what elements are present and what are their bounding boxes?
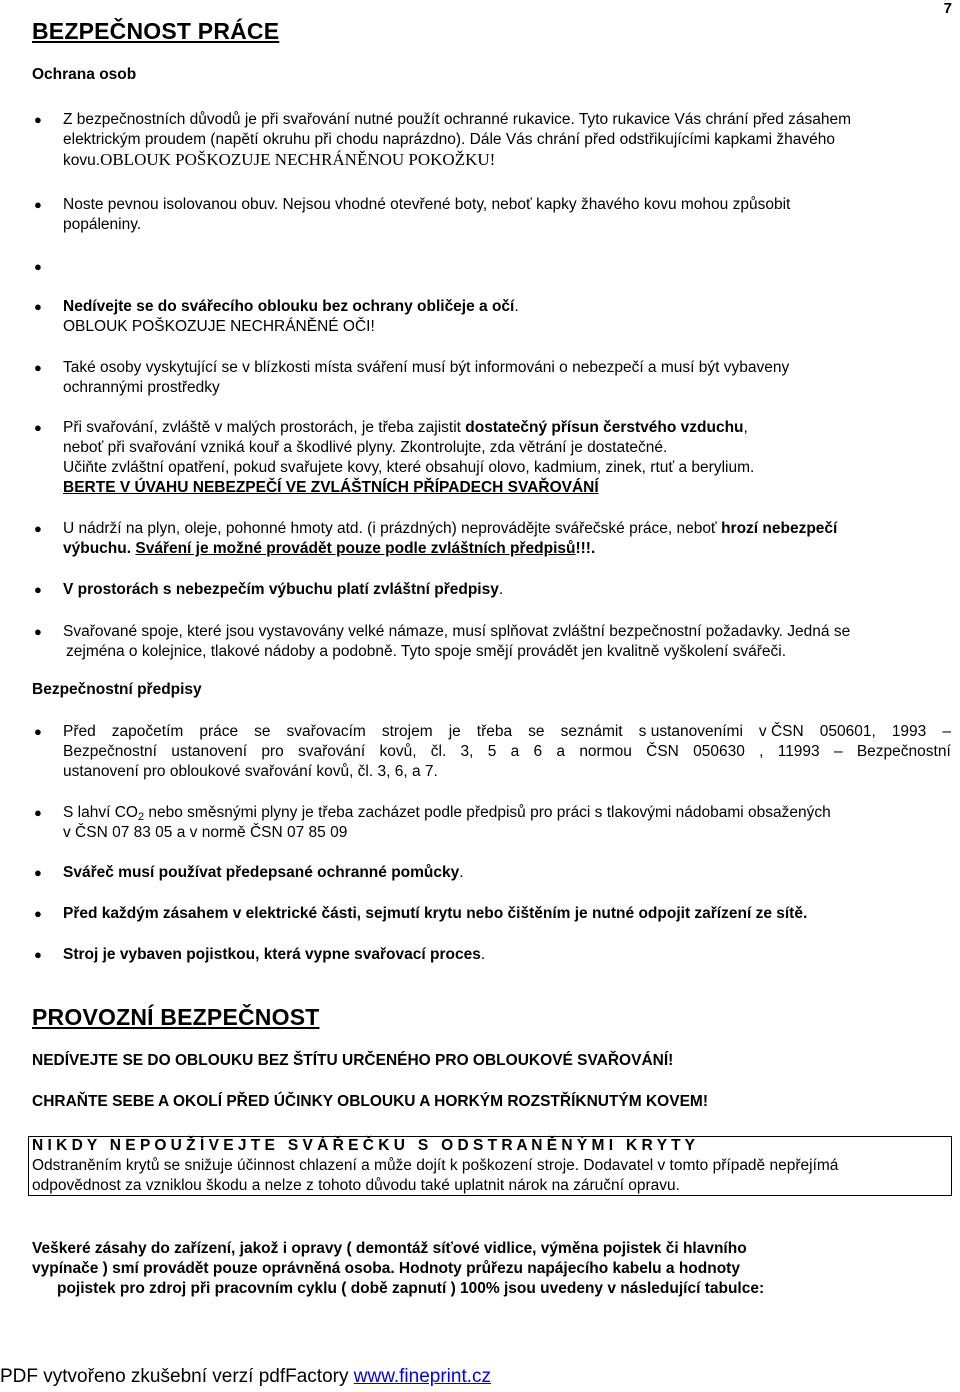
text-fragment: U nádrží na plyn, oleje, pohonné hmoty atd. (i prázdných) neprovádějte svářečské práce, neboť bbox=[63, 520, 722, 537]
bullet-icon: ● bbox=[34, 420, 42, 435]
text-fragment: Při svařování, zvláště v malých prostorách, je třeba zajistit bbox=[63, 419, 466, 436]
paragraph-line: popáleniny. bbox=[63, 216, 142, 233]
bullet-icon: ● bbox=[34, 865, 42, 880]
word: ČSN bbox=[646, 743, 679, 760]
bullet-icon: ● bbox=[34, 112, 42, 127]
bullet-icon: ● bbox=[34, 521, 42, 536]
paragraph-line: Učiňte zvláštní opatření, pokud svařujete kovy, které obsahují olovo, kadmium, zinek, rtuť a berylium. bbox=[63, 459, 755, 476]
word: 3, bbox=[460, 743, 474, 760]
word: svařovacím bbox=[286, 723, 366, 740]
bold-text: hrozí nebezpečí bbox=[721, 520, 838, 537]
bullet-icon: ● bbox=[34, 197, 42, 212]
word: práce bbox=[199, 723, 239, 740]
word: 050630 bbox=[693, 743, 745, 760]
warning-line: OBLOUK POŠKOZUJE NECHRÁNĚNÉ OČI! bbox=[63, 318, 375, 335]
justified-line bbox=[63, 722, 951, 742]
word: 050601, bbox=[819, 723, 876, 740]
text-fragment: . bbox=[498, 581, 504, 598]
word: a bbox=[510, 743, 520, 760]
warning-heading: NEDÍVEJTE SE DO OBLOUKU BEZ ŠTÍTU URČENÉHO PRO OBLOUKOVÉ SVAŘOVÁNÍ! bbox=[32, 1052, 674, 1069]
text-fragment: , bbox=[743, 419, 748, 436]
paragraph-line bbox=[63, 580, 503, 600]
bullet-icon: ● bbox=[34, 259, 42, 274]
word: – bbox=[833, 743, 843, 760]
warning-heading: CHRAŇTE SEBE A OKOLÍ PŘED ÚČINKY OBLOUKU A HORKÝM ROZSTŘÍKNUTÝM KOVEM! bbox=[32, 1093, 708, 1110]
paragraph-line: Svařované spoje, které jsou vystavovány velké námaze, musí splňovat zvláštní bezpečnostní požadavky. Jedná se bbox=[63, 623, 851, 640]
underlined-text: Sváření je možné provádět pouze podle zvláštních předpisů bbox=[135, 540, 576, 557]
bold-text: Stroj je vybaven pojistkou, která vypne svařovací proces bbox=[63, 946, 481, 963]
paragraph-line: vypínače ) smí provádět pouze oprávněná osoba. Hodnoty průřezu napájecího kabelu a hodnoty bbox=[32, 1260, 740, 1277]
justified-line bbox=[63, 742, 951, 762]
word: započetím bbox=[111, 723, 184, 740]
paragraph-line: ustanovení pro obloukové svařování kovů, čl. 3, 6, a 7. bbox=[63, 763, 438, 780]
paragraph-line bbox=[63, 863, 464, 883]
word: seznámit bbox=[560, 723, 623, 740]
paragraph-line: Z bezpečnostních důvodů je při svařování nutné použít ochranné rukavice. Tyto rukavice Vás chrání před zásahem bbox=[63, 111, 852, 128]
text-fragment: . bbox=[480, 946, 486, 963]
pdf-footer bbox=[0, 1366, 491, 1388]
paragraph-line: neboť při svařování vzniká kouř a škodlivé plyny. Zkontrolujte, zda větrání je dostatečné. bbox=[63, 439, 668, 456]
paragraph-line bbox=[63, 418, 748, 438]
subscript: 2 bbox=[137, 811, 145, 823]
bullet-icon: ● bbox=[34, 724, 42, 739]
paragraph-line: Veškeré zásahy do zařízení, jakož i opravy ( demontáž síťové vidlice, výměna pojistek či hlavního bbox=[32, 1240, 747, 1257]
warning-heading: BERTE V ÚVAHU NEBEZPEČÍ VE ZVLÁŠTNÍCH PŘÍPADECH SVAŘOVÁNÍ bbox=[63, 479, 599, 496]
text-fragment: . bbox=[459, 864, 464, 881]
paragraph-line: elektrickým proudem (napětí okruhu při chodu naprázdno). Dále Vás chrání před odstřikujícími kapkami žhavého bbox=[63, 131, 835, 148]
word: a bbox=[556, 743, 566, 760]
word: 6 bbox=[533, 743, 543, 760]
paragraph-line bbox=[63, 297, 519, 317]
paragraph-line: ochrannými prostředky bbox=[63, 379, 220, 396]
bullet-icon: ● bbox=[34, 805, 42, 820]
text-fragment: !!!. bbox=[575, 540, 596, 557]
word: kovů, bbox=[379, 743, 417, 760]
bullet-icon: ● bbox=[34, 624, 42, 639]
paragraph-line: Noste pevnou isolovanou obuv. Nejsou vhodné otevřené boty, neboť kapky žhavého kovu mohou způsobit bbox=[63, 196, 791, 213]
paragraph-line bbox=[63, 150, 495, 171]
word: Bezpečnostní bbox=[856, 743, 951, 760]
text-fragment: výbuchu. bbox=[63, 540, 136, 557]
footer-link[interactable]: www.fineprint.cz bbox=[353, 1366, 492, 1387]
warning-box-line: Odstraněním krytů se snižuje účinnost chlazení a může dojít k poškození stroje. Dodavatel v tomto případě nepřejímá bbox=[32, 1157, 839, 1174]
bold-text: dostatečný přísun čerstvého vzduchu bbox=[465, 419, 744, 436]
footer-text: PDF vytvořeno zkušební verzí pdfFactory bbox=[0, 1366, 354, 1387]
bullet-icon: ● bbox=[34, 906, 42, 921]
text-fragment: S lahví CO bbox=[63, 804, 138, 821]
page-number: 7 bbox=[943, 0, 952, 17]
bold-text: V prostorách s nebezpečím výbuchu platí zvláštní předpisy bbox=[63, 581, 499, 598]
warning-text: OBLOUK POŠKOZUJE NECHRÁNĚNOU POKOŽKU! bbox=[100, 150, 496, 169]
paragraph-line: pojistek pro zdroj při pracovním cyklu ( době zapnutí ) 100% jsou uvedeny v následující tabulce: bbox=[57, 1280, 765, 1297]
word: 1993 bbox=[891, 723, 927, 740]
paragraph-line: zejména o kolejnice, tlakové nádoby a podobně. Tyto spoje smějí provádět jen kvalitně vyškolení svářeči. bbox=[66, 643, 787, 660]
word: se bbox=[528, 723, 545, 740]
word: 5 bbox=[487, 743, 497, 760]
text-fragment: kovu. bbox=[63, 152, 101, 169]
section-title-bezpecnost-prace: BEZPEČNOST PRÁCE bbox=[32, 18, 280, 44]
paragraph-line bbox=[63, 519, 837, 539]
text-fragment: . bbox=[514, 298, 519, 315]
word: ustanovení bbox=[171, 743, 248, 760]
text-fragment: nebo směsnými plyny je třeba zacházet podle předpisů pro práci s tlakovými nádobami obsažených bbox=[144, 804, 831, 821]
word: je bbox=[448, 723, 461, 740]
bold-text: Svářeč musí používat předepsané ochranné pomůcky bbox=[63, 864, 460, 881]
bullet-icon: ● bbox=[34, 360, 42, 375]
word: v ČSN bbox=[758, 723, 804, 740]
warning-box-line: odpovědnost za vzniklou škodu a nelze z tohoto důvodu také uplatnit nárok na záruční opravu. bbox=[32, 1177, 680, 1194]
word: pro bbox=[261, 743, 284, 760]
word: strojem bbox=[381, 723, 433, 740]
subtitle-bezpecnostni-predpisy: Bezpečnostní předpisy bbox=[32, 681, 202, 698]
word: Před bbox=[63, 723, 96, 740]
word: Bezpečnostní bbox=[63, 743, 157, 760]
bullet-icon: ● bbox=[34, 582, 42, 597]
paragraph-line bbox=[63, 945, 485, 965]
paragraph-line: Před každým zásahem v elektrické části, sejmutí krytu nebo čištěním je nutné odpojit zařízení ze sítě. bbox=[63, 905, 808, 922]
word: normou bbox=[579, 743, 632, 760]
word: s ustanoveními bbox=[638, 723, 743, 740]
word: svařování bbox=[297, 743, 366, 760]
subtitle-ochrana-osob: Ochrana osob bbox=[32, 66, 137, 83]
word: se bbox=[254, 723, 271, 740]
bullet-icon: ● bbox=[34, 947, 42, 962]
paragraph-line: v ČSN 07 83 05 a v normě ČSN 07 85 09 bbox=[63, 824, 348, 841]
bold-text: Nedívejte se do svářecího oblouku bez ochrany obličeje a očí bbox=[63, 298, 515, 315]
bullet-icon: ● bbox=[34, 299, 42, 314]
word: , bbox=[759, 743, 764, 760]
word: 11993 bbox=[777, 743, 820, 760]
section-title-provozni-bezpecnost: PROVOZNÍ BEZPEČNOST bbox=[32, 1004, 320, 1030]
warning-box-title: N I K D Y N E P O U Ž Í V E J T E S V Á Ř E Č K U S O D S T R A N Ě N Ý M I K R Y T Y bbox=[32, 1137, 695, 1154]
word: třeba bbox=[476, 723, 513, 740]
paragraph-line bbox=[63, 539, 595, 559]
word: čl. bbox=[430, 743, 447, 760]
paragraph-line: Také osoby vyskytující se v blízkosti místa sváření musí být informováni o nebezpečí a musí být vybaveny bbox=[63, 359, 790, 376]
word: – bbox=[942, 723, 951, 740]
